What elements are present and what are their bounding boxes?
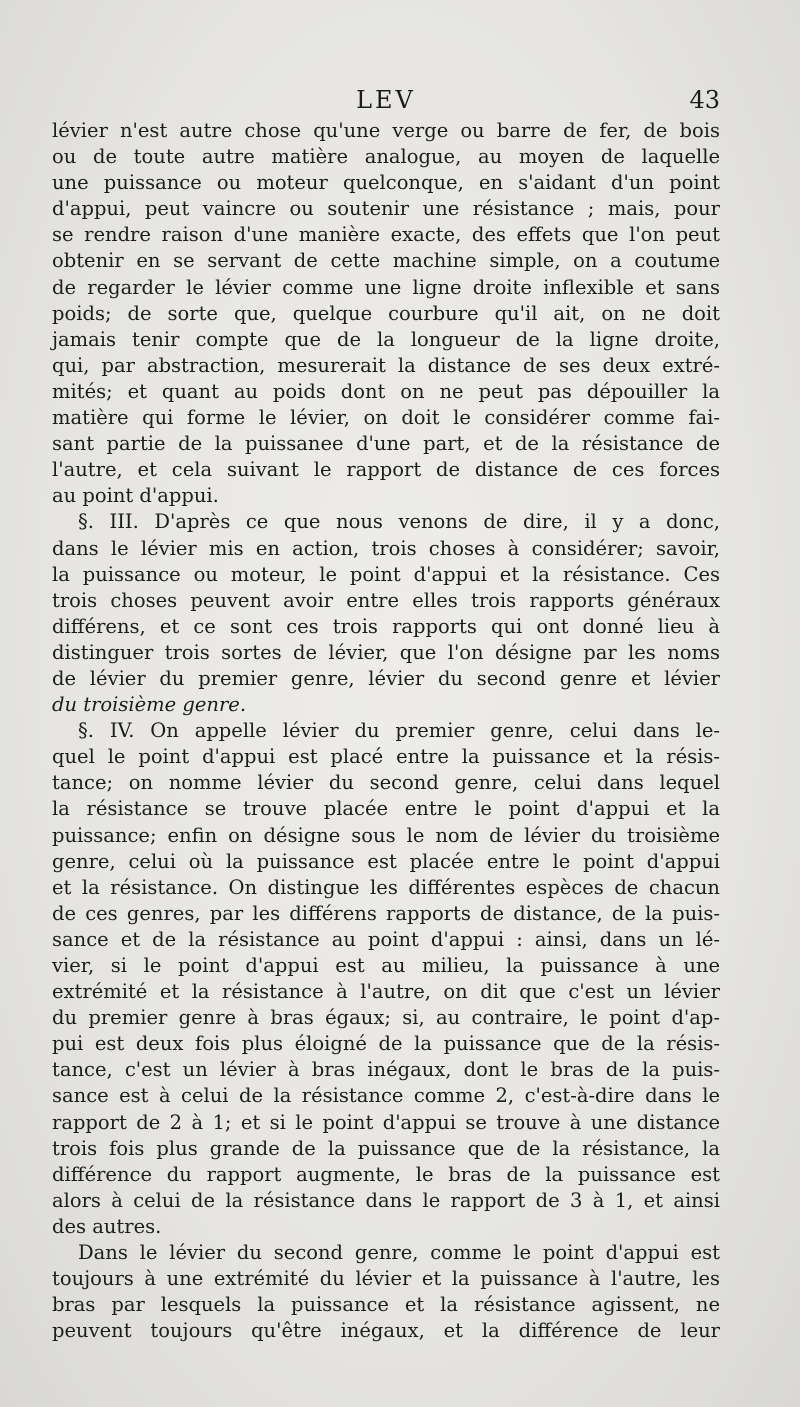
text-line: distinguer trois sortes de lévier, que l'on désigne par les noms <box>52 640 720 664</box>
text-line: l'autre, et cela suivant le rapport de distance de ces forces <box>52 458 720 482</box>
text-line: du troisième genre. <box>52 693 247 717</box>
text-line: différence du rapport augmente, le bras de la puissance est <box>52 1162 720 1186</box>
text-line: trois choses peuvent avoir entre elles trois rapports généraux <box>52 588 720 612</box>
text-line: quel le point d'appui est placé entre la puissance et la résis- <box>52 745 720 769</box>
text-line: qui, par abstraction, mesurerait la distance de ses deux extré- <box>52 353 720 377</box>
text-line: tance, c'est un lévier à bras inégaux, dont le bras de la puis- <box>52 1058 720 1082</box>
text-line: vier, si le point d'appui est au milieu, la puissance à une <box>52 954 720 977</box>
text-line: de ces genres, par les différens rapports de distance, de la puis- <box>52 901 720 925</box>
text-line: de lévier du premier genre, lévier du second genre et lévier <box>52 666 720 690</box>
running-head: LEV <box>356 86 416 114</box>
text-line: d'appui, peut vaincre ou soutenir une résistance ; mais, pour <box>52 197 720 221</box>
text-line: mités; et quant au poids dont on ne peut pas dépouiller la <box>52 379 720 403</box>
paragraph-iii-start: §. III. D'après ce que nous venons de dire, il y a donc, <box>78 510 720 534</box>
text-line: obtenir en se servant de cette machine simple, on a coutume <box>52 249 720 273</box>
text-line: pui est deux fois plus éloigné de la puissance que de la résis- <box>52 1032 720 1056</box>
text-line: jamais tenir compte que de la longueur de la ligne droite, <box>52 327 720 351</box>
text-line: bras par lesquels la puissance et la résistance agissent, ne <box>52 1293 720 1317</box>
text-line: la puissance ou moteur, le point d'appui et la résistance. Ces <box>52 562 720 586</box>
text-line: sance et de la résistance au point d'appui : ainsi, dans un lé- <box>52 927 720 951</box>
text-line: la résistance se trouve placée entre le point d'appui et la <box>52 797 720 821</box>
page-number: 43 <box>689 86 720 114</box>
text-line: différens, et ce sont ces trois rapports qui ont donné lieu à <box>52 614 720 638</box>
text-line: matière qui forme le lévier, on doit le considérer comme fai- <box>52 406 720 430</box>
text-line: peuvent toujours qu'être inégaux, et la différence de leur <box>52 1319 720 1343</box>
text-line: ou de toute autre matière analogue, au moyen de laquelle <box>52 145 720 169</box>
body-text <box>52 118 720 1344</box>
paragraph-iv-start: §. IV. On appelle lévier du premier genre, celui dans le- <box>78 719 720 743</box>
text-line: sance est à celui de la résistance comme 2, c'est-à-dire dans le <box>52 1084 720 1108</box>
text-line: une puissance ou moteur quelconque, en s'aidant d'un point <box>52 171 720 195</box>
text-line: se rendre raison d'une manière exacte, des effets que l'on peut <box>52 223 720 247</box>
text-line: genre, celui où la puissance est placée entre le point d'appui <box>52 849 720 873</box>
text-line: sant partie de la puissanee d'une part, et de la résistance de <box>52 432 720 456</box>
page-header <box>52 86 720 120</box>
text-line: des autres. <box>52 1214 162 1238</box>
text-line: du premier genre à bras égaux; si, au contraire, le point d'ap- <box>52 1006 720 1030</box>
text-line: de regarder le lévier comme une ligne droite inflexible et sans <box>52 275 720 299</box>
text-line: rapport de 2 à 1; et si le point d'appui se trouve à une distance <box>52 1110 720 1134</box>
text-line: poids; de sorte que, quelque courbure qu'il ait, on ne doit <box>52 301 720 325</box>
text-line: toujours à une extrémité du lévier et la puissance à l'autre, les <box>52 1267 720 1291</box>
text-line: et la résistance. On distingue les différentes espèces de chacun <box>52 875 720 899</box>
text-line: extrémité et la résistance à l'autre, on dit que c'est un lévier <box>52 980 720 1004</box>
text-line: alors à celui de la résistance dans le rapport de 3 à 1, et ainsi <box>52 1188 720 1212</box>
text-line: puissance; enfin on désigne sous le nom de lévier du troisième <box>52 823 720 847</box>
text-line: au point d'appui. <box>52 484 219 508</box>
text-line: lévier n'est autre chose qu'une verge ou barre de fer, de bois <box>52 119 720 142</box>
paragraph-second-genre-start: Dans le lévier du second genre, comme le point d'appui est <box>78 1241 720 1265</box>
text-line: tance; on nomme lévier du second genre, celui dans lequel <box>52 771 720 795</box>
text-line: dans le lévier mis en action, trois choses à considérer; savoir, <box>52 536 720 560</box>
text-line: trois fois plus grande de la puissance que de la résistance, la <box>52 1136 720 1160</box>
